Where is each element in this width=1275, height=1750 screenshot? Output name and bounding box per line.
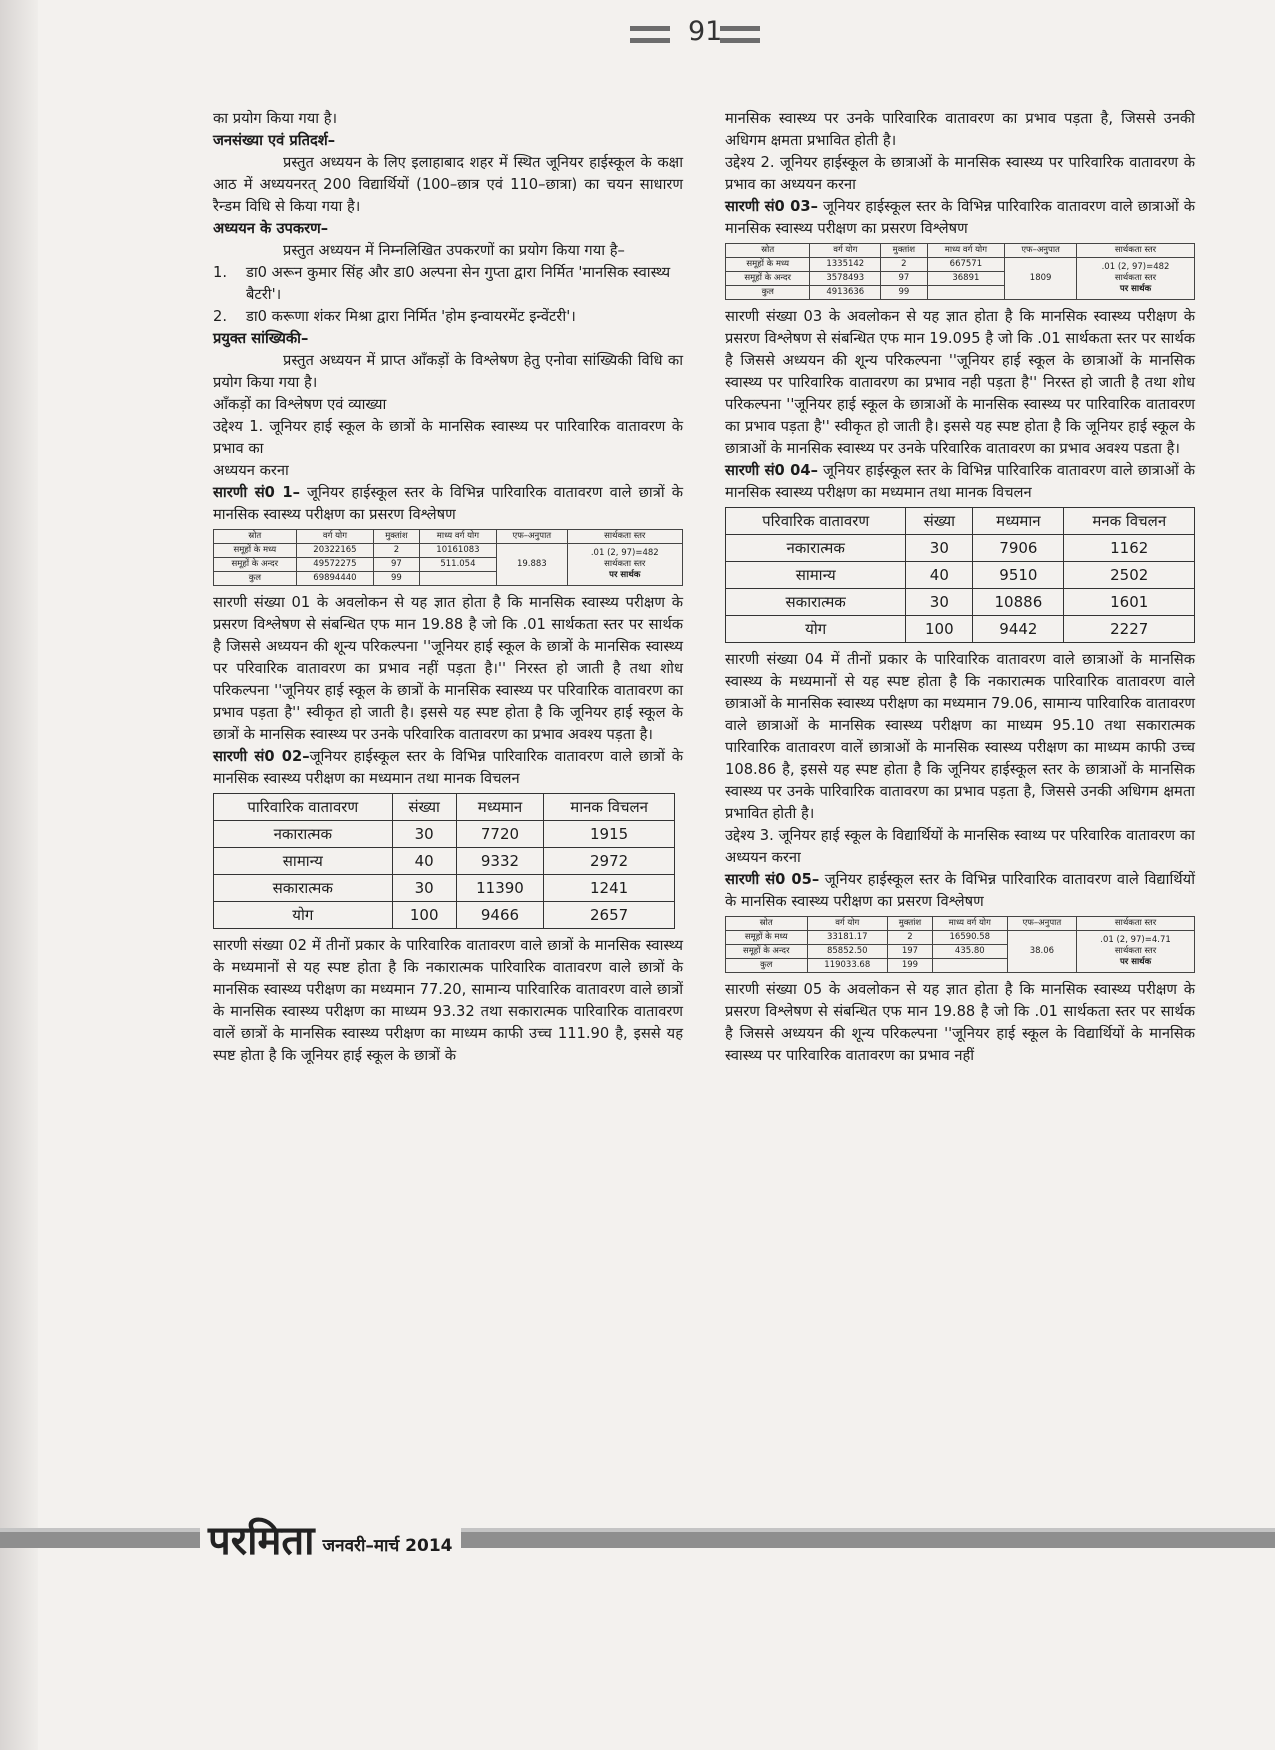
table-cell: 7720	[456, 821, 543, 848]
table-cell: कुल	[726, 286, 810, 300]
paragraph: सारणी संख्या 03 के अवलोकन से यह ज्ञात होता है कि मानसिक स्वास्थ्य परीक्षण के प्रसरण विश्लेषण से संबन्धित एफ मान 19.095 है जो कि .01 सार्थकता स्तर पर सार्थक है जिससे अध्ययन की शून्य परिकल्पना ''जूनियर हाई स्कूल के छात्राओं के मानसिक स्वास्थ्य पर पारिवारिक वातावरण का प्रभाव नही पड़ता है'' निरस्त हो जाती है तथा शोध परिकल्पना ''जूनियर हाई स्कूल के छात्राओं के मानसिक स्वास्थ्य पर पारिवारिक वातावरण का प्रभाव पड़ता है'' स्वीकृत हो जाती है। इससे यह स्पष्ट होता है कि जूनियर हाई स्कूल के छात्राओं के मानसिक स्वास्थ्य पर उनके परिवारिक वातावरण का प्रभाव अवश्य पडता है।	[725, 308, 1195, 457]
issue-date: जनवरी–मार्च 2014	[322, 1536, 453, 1556]
paragraph: सारणी संख्या 04 में तीनों प्रकार के पारिवारिक वातावरण वाले छात्राओं के मानसिक स्वास्थ्य के मध्यमानों से यह स्पष्ट होता है कि नकारात्मक पारिवारिक वातावरण वाले छात्राओं के मानसिक स्वास्थ्य परीक्षण का मध्यमान 79.06, सामान्य पारिवारिक वातावरण वाले छात्राओं के मानसिक स्वास्थ्य परीक्षण का माध्यम 95.10 तथा सकारात्मक पारिवारिक वातावरण वालें छात्राओं के मानसिक स्वास्थ्य परीक्षण का माध्यम काफी उच्च 108.86 है, इससे यह स्पष्ट होता है कि जूनियर हाईस्कूल स्तर के छात्राओं के मानसिक स्वास्थ्य पर उनके पारिवारिक वातावरण का प्रभाव पड़ता है, जिससे उनकी अधिगम क्षमता प्रभावित होती है।	[725, 651, 1195, 822]
section-heading: प्रयुक्त सांख्यिकी–	[213, 330, 309, 347]
table-cell: 16590.58	[932, 931, 1007, 945]
table-cell: नकारात्मक	[726, 535, 906, 562]
paragraph: मानसिक स्वास्थ्य पर उनके पारिवारिक वातावरण का प्रभाव पड़ता है, जिससे उनकी अधिगम क्षमता प्रभावित होती है।	[725, 110, 1195, 149]
right-column	[725, 108, 1195, 1067]
footer	[200, 1510, 461, 1566]
table-header: वर्ग योग	[296, 530, 374, 544]
table-header: संख्या	[392, 794, 456, 821]
table-cell: 30	[392, 875, 456, 902]
anova-table-3	[725, 243, 1195, 300]
table-cell: 9332	[456, 848, 543, 875]
table-caption: सारणी सं0 04– जूनियर हाईस्कूल स्तर के विभिन्न पारिवारिक वातावरण वाले छात्राओं के मानसिक स्वास्थ्य परीक्षण का मध्यमान तथा मानक विचलन	[725, 462, 1195, 501]
table-cell: 40	[392, 848, 456, 875]
table-caption: सारणी सं0 05– जूनियर हाईस्कूल स्तर के विभिन्न पारिवारिक वातावरण वाले विद्यार्थियों के मानसिक स्वास्थ्य परीक्षण का प्रसरण विश्लेषण	[725, 871, 1195, 910]
table-cell: 10886	[973, 589, 1064, 616]
table-cell: 667571	[927, 258, 1005, 272]
table-cell: नकारात्मक	[214, 821, 393, 848]
table-cell: 2227	[1064, 616, 1195, 643]
section-heading: अध्ययन के उपकरण–	[213, 220, 329, 237]
paragraph: सारणी संख्या 05 के अवलोकन से यह ज्ञात होता है कि मानसिक स्वास्थ्य परीक्षण के प्रसरण विश्लेषण से संबन्धित एफ मान 19.88 है जो कि .01 सार्थकता स्तर पर सार्थक है जिससे अध्ययन की शून्य परिकल्पना ''जूनियर हाई स्कूल के विद्यार्थियों के मानसिक स्वास्थ्य पर पारिवारिक वातावरण का प्रभाव नहीं	[725, 981, 1195, 1064]
table-cell: 49572275	[296, 558, 374, 572]
table-header: परिवारिक वातावरण	[726, 508, 906, 535]
table-header: माध्य वर्ग योग	[419, 530, 497, 544]
table-cell: 9442	[973, 616, 1064, 643]
table-header: मुक्तांश	[888, 917, 933, 931]
table-cell: 2	[888, 931, 933, 945]
table-cell: समूहों के अन्दर	[726, 945, 808, 959]
footer-rule	[0, 1532, 1275, 1548]
paragraph: उद्देश्य 3. जूनियर हाई स्कूल के विद्यार्थियों के मानसिक स्वाथ्य पर परिवारिक वातावरण का अध्ययन करना	[725, 827, 1195, 866]
table-caption: सारणी सं0 1– जूनियर हाईस्कूल स्तर के विभिन्न पारिवारिक वातावरण वाले छात्रों के मानसिक स्वास्थ्य परीक्षण का प्रसरण विश्लेषण	[213, 484, 684, 523]
table-header: स्रोत	[726, 917, 808, 931]
table-header: वर्ग योग	[810, 244, 881, 258]
page-gutter-shadow	[0, 0, 38, 1750]
significance-cell: .01 (2, 97)=4.71 सार्थकता स्तर पर सार्थक	[1077, 931, 1195, 973]
significance-cell: .01 (2, 97)=482 सार्थकता स्तर पर सार्थक	[567, 544, 682, 586]
table-cell	[932, 959, 1007, 973]
page-number-ornament	[620, 12, 770, 56]
paragraph: सारणी संख्या 02 में तीनों प्रकार के पारिवारिक वातावरण वाले छात्रों के मानसिक स्वास्थ्य के मध्यमानों से यह स्पष्ट होता है कि नकारात्मक पारिवारिक वातावरण वाले छात्रों के मानसिक स्वास्थ्य परीक्षण का मध्यमान 77.20, सामान्य पारिवारिक वातावरण वाले छात्रों के मानसिक स्वास्थ्य परीक्षण का माध्यम 93.32 तथा सकारात्मक पारिवारिक वातावरण वालें छात्रों के मानसिक स्वास्थ्य परीक्षण का माध्यम काफी उच्च 111.90 है, इससे यह स्पष्ट होता है कि जूनियर हाई स्कूल के छात्रों के	[213, 937, 683, 1064]
table-cell: 85852.50	[807, 945, 888, 959]
table-cell: योग	[726, 616, 906, 643]
table-cell: समूहों के मध्य	[726, 258, 810, 272]
table-header: माध्य वर्ग योग	[927, 244, 1005, 258]
table-caption: सारणी सं0 03– जूनियर हाईस्कूल स्तर के विभिन्न पारिवारिक वातावरण वाले छात्राओं के मानसिक स्वास्थ्य परीक्षण का प्रसरण विश्लेषण	[725, 198, 1195, 237]
table-cell: 4913636	[810, 286, 881, 300]
table-header: सार्थकता स्तर	[1077, 244, 1195, 258]
significance-cell: .01 (2, 97)=482 सार्थकता स्तर पर सार्थक	[1077, 258, 1195, 300]
f-ratio-cell: 38.06	[1007, 931, 1076, 973]
table-cell: 9466	[456, 902, 543, 929]
table-header: सार्थकता स्तर	[567, 530, 682, 544]
table-cell: 1601	[1064, 589, 1195, 616]
table-cell: सकारात्मक	[726, 589, 906, 616]
table-header: पारिवारिक वातावरण	[214, 794, 393, 821]
table-header: सार्थकता स्तर	[1077, 917, 1195, 931]
left-column	[213, 108, 683, 1067]
table-header: स्रोत	[726, 244, 810, 258]
table-cell: सकारात्मक	[214, 875, 393, 902]
paragraph: उद्देश्य 2. जूनियर हाईस्कूल के छात्राओं के मानसिक स्वास्थ्य पर पारिवारिक वातावरण के प्रभाव का अध्ययन करना	[725, 154, 1195, 193]
table-header: मध्यमान	[456, 794, 543, 821]
paragraph: आँकड़ों का विश्लेषण एवं व्याख्या	[213, 396, 387, 413]
paragraph: अध्ययन करना	[213, 462, 289, 479]
table-cell	[419, 572, 497, 586]
table-cell: 33181.17	[807, 931, 888, 945]
table-header: मुक्तांश	[374, 530, 419, 544]
table-header: मनक विचलन	[1064, 508, 1195, 535]
table-cell: 511.054	[419, 558, 497, 572]
table-cell: कुल	[214, 572, 297, 586]
table-header: मानक विचलन	[544, 794, 675, 821]
paragraph: का प्रयोग किया गया है।	[213, 110, 338, 127]
table-cell: समूहों के मध्य	[214, 544, 297, 558]
table-cell: 7906	[973, 535, 1064, 562]
table-header: एफ–अनुपात	[497, 530, 567, 544]
table-cell: 9510	[973, 562, 1064, 589]
table-cell: कुल	[726, 959, 808, 973]
table-header: संख्या	[906, 508, 973, 535]
table-cell: 1915	[544, 821, 675, 848]
table-cell: 1162	[1064, 535, 1195, 562]
section-heading: जनसंख्या एवं प्रतिदर्श–	[213, 132, 336, 149]
table-header: माध्य वर्ग योग	[932, 917, 1007, 931]
mean-sd-table-2	[725, 507, 1195, 643]
table-cell: 30	[906, 589, 973, 616]
table-cell: 11390	[456, 875, 543, 902]
mean-sd-table-1	[213, 793, 675, 929]
table-cell: समूहों के मध्य	[726, 931, 808, 945]
f-ratio-cell: 19.883	[497, 544, 567, 586]
table-cell: सामान्य	[726, 562, 906, 589]
table-cell: 119033.68	[807, 959, 888, 973]
table-cell: 2	[374, 544, 419, 558]
table-cell: 40	[906, 562, 973, 589]
table-cell: 36891	[927, 272, 1005, 286]
table-cell: 2657	[544, 902, 675, 929]
table-cell: 99	[881, 286, 927, 300]
table-cell: 199	[888, 959, 933, 973]
table-cell: 97	[374, 558, 419, 572]
table-header: एफ–अनुपात	[1007, 917, 1076, 931]
f-ratio-cell: 1809	[1005, 258, 1077, 300]
table-cell: 2972	[544, 848, 675, 875]
table-cell: 100	[906, 616, 973, 643]
table-cell: 1335142	[810, 258, 881, 272]
paragraph: उद्देश्य 1. जूनियर हाई स्कूल के छात्रों के मानसिक स्वास्थ्य पर पारिवारिक वातावरण के प्रभाव का	[213, 418, 683, 457]
journal-name: परमिता	[208, 1517, 315, 1564]
table-cell: 30	[392, 821, 456, 848]
table-cell: योग	[214, 902, 393, 929]
table-cell: 30	[906, 535, 973, 562]
table-header: एफ–अनुपात	[1005, 244, 1077, 258]
table-cell: समूहों के अन्दर	[726, 272, 810, 286]
list-item: 1. डा0 अरून कुमार सिंह और डा0 अल्पना सेन गुप्ता द्वारा निर्मित 'मानसिक स्वास्थ्य बैटरी'।	[213, 264, 671, 303]
table-cell: 3578493	[810, 272, 881, 286]
table-caption: सारणी सं0 02–जूनियर हाईस्कूल स्तर के विभिन्न पारिवारिक वातावरण वाले छात्रों के मानसिक स्वास्थ्य परीक्षण का मध्यमान तथा मानक विचलन	[213, 748, 683, 787]
table-cell: 2	[881, 258, 927, 272]
paragraph: प्रस्तुत अध्ययन में निम्नलिखित उपकरणों का प्रयोग किया गया है–	[283, 242, 625, 259]
table-cell: 97	[881, 272, 927, 286]
table-cell: 197	[888, 945, 933, 959]
paragraph: सारणी संख्या 01 के अवलोकन से यह ज्ञात होता है कि मानसिक स्वास्थ्य परीक्षण के प्रसरण विश्लेषण से संबन्धित एफ मान 19.88 है जो कि .01 सार्थकता स्तर पर सार्थक है जिससे अध्ययन की शून्य परिकल्पना ''जूनियर हाई स्कूल के छात्रों के मानसिक स्वास्थ्य पर परिवारिक वातावरण का प्रभाव नहीं पड़ता है।'' निरस्त हो जाती है तथा शोध परिकल्पना ''जूनियर हाई स्कूल के छात्रों के मानसिक स्वास्थ्य पर परिवारिक वातावरण का प्रभाव पड़ता है'' स्वीकृत हो जाती है। इससे यह स्पष्ट होता है कि जूनियर हाई स्कूल के छात्रों के मानसिक स्वास्थ्य पर उनके परिवारिक वातावरण का प्रभाव अवश्य पड़ता है।	[213, 594, 683, 743]
table-cell: सामान्य	[214, 848, 393, 875]
table-cell: 69894440	[296, 572, 374, 586]
list-item: 2. डा0 करूणा शंकर मिश्रा द्वारा निर्मित 'होम इन्वायरमेंट इन्वेंटरी'।	[213, 308, 576, 325]
anova-table-1	[213, 529, 683, 586]
table-header: वर्ग योग	[807, 917, 888, 931]
table-cell: 435.80	[932, 945, 1007, 959]
table-cell	[927, 286, 1005, 300]
table-cell: 99	[374, 572, 419, 586]
table-cell: समूहों के अन्दर	[214, 558, 297, 572]
anova-table-5	[725, 916, 1195, 973]
paragraph: प्रस्तुत अध्ययन के लिए इलाहाबाद शहर में स्थित जूनियर हाईस्कूल के कक्षा आठ में अध्ययनरत् 200 विद्यार्थियों (100–छात्र एवं 110–छात्रा) का चयन साधारण रैन्डम विधि से किया गया है।	[213, 154, 683, 215]
table-cell: 20322165	[296, 544, 374, 558]
table-header: मुक्तांश	[881, 244, 927, 258]
page-number: 91	[688, 16, 723, 47]
table-header: मध्यमान	[973, 508, 1064, 535]
table-cell: 1241	[544, 875, 675, 902]
table-header: स्रोत	[214, 530, 297, 544]
table-cell: 100	[392, 902, 456, 929]
paragraph: प्रस्तुत अध्ययन में प्राप्त आँकड़ों के विश्लेषण हेतु एनोवा सांख्यिकी विधि का प्रयोग किया गया है।	[213, 352, 683, 391]
table-cell: 2502	[1064, 562, 1195, 589]
table-cell: 10161083	[419, 544, 497, 558]
